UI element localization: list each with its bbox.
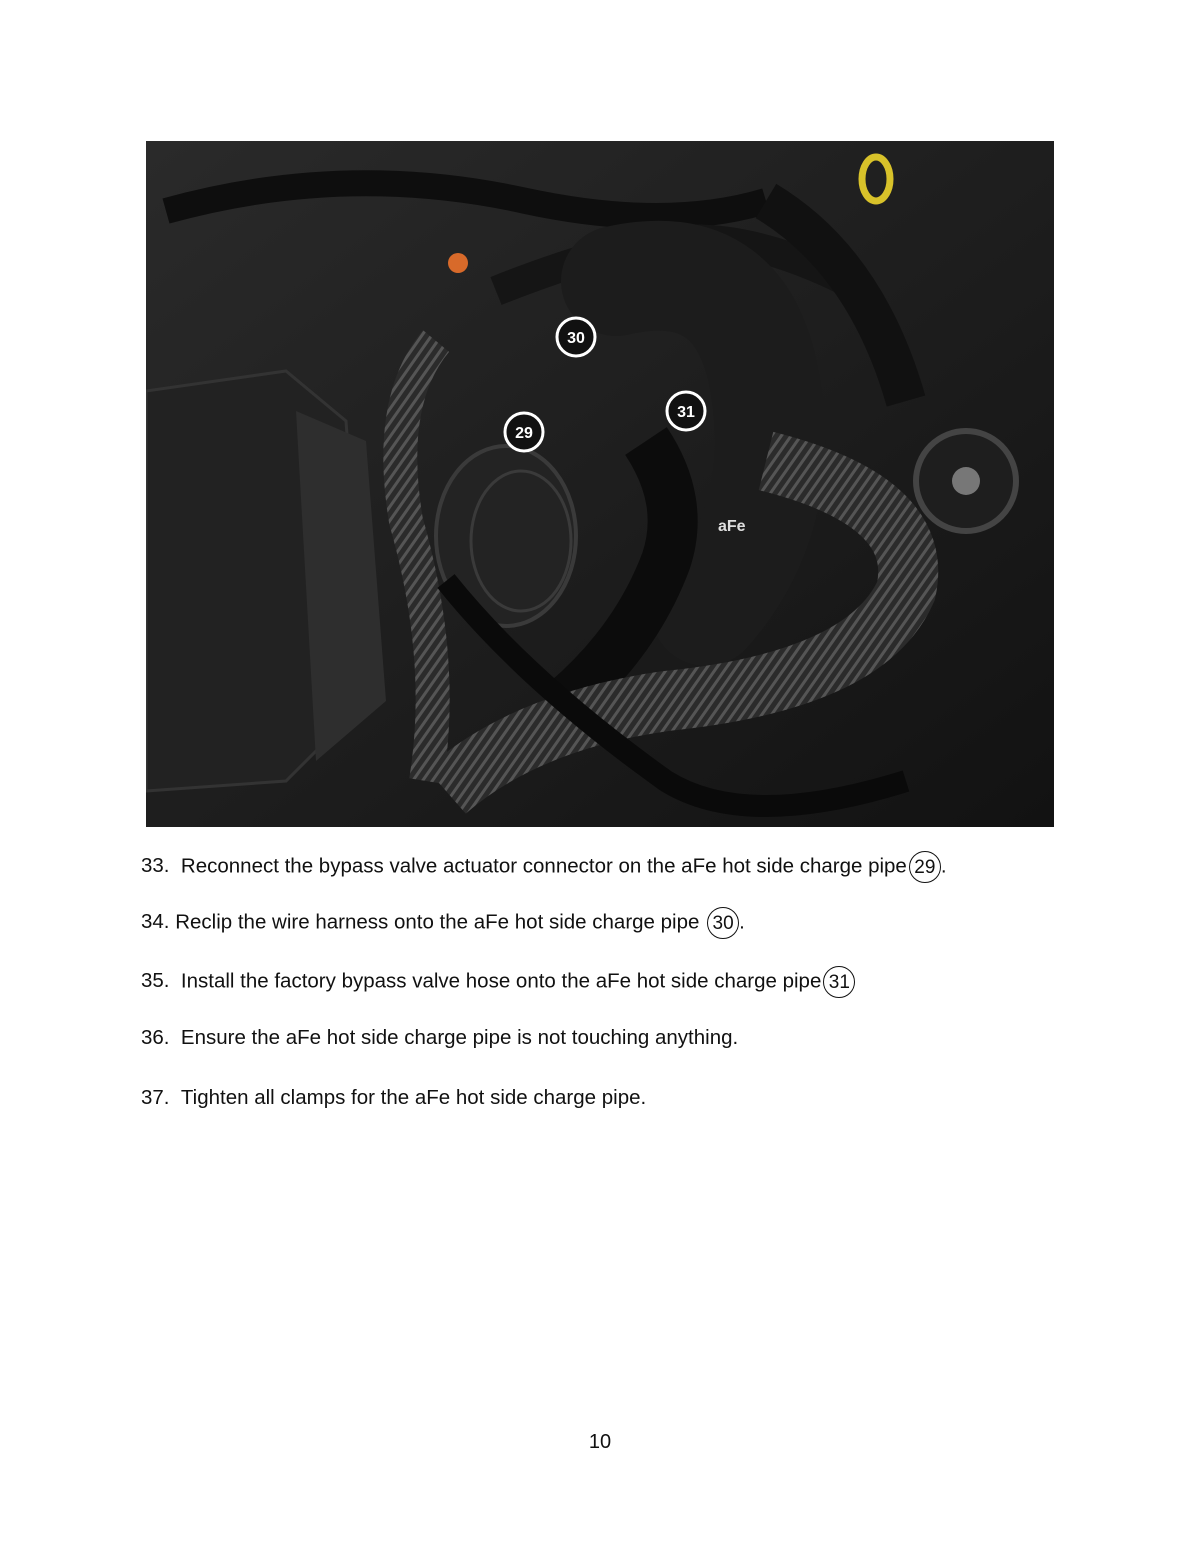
step-number: 35. xyxy=(141,969,170,993)
step-number: 33. xyxy=(141,854,170,878)
step-34 xyxy=(141,907,745,939)
afe-logo: aFe xyxy=(718,518,746,535)
step-text: Reconnect the bypass valve actuator connector on the aFe hot side charge pipe xyxy=(180,854,907,878)
callout-30 xyxy=(557,318,595,356)
ref-badge: 31 xyxy=(823,966,855,998)
callout-29 xyxy=(505,413,543,451)
step-text: Tighten all clamps for the aFe hot side charge pipe. xyxy=(180,1086,647,1109)
svg-text:29: 29 xyxy=(515,425,533,442)
svg-text:31: 31 xyxy=(677,404,695,421)
step-37 xyxy=(141,1086,646,1110)
step-number: 37. xyxy=(141,1086,170,1109)
step-text: Install the factory bypass valve hose onto the aFe hot side charge pipe xyxy=(180,969,822,993)
step-text: Ensure the aFe hot side charge pipe is not touching anything. xyxy=(180,1026,739,1049)
step-36 xyxy=(141,1026,738,1050)
step-35 xyxy=(141,966,855,998)
page-number: 10 xyxy=(588,1431,612,1453)
ref-badge: 29 xyxy=(909,851,941,883)
step-trail: . xyxy=(739,910,745,934)
step-trail: . xyxy=(940,854,947,878)
step-number: 34. xyxy=(141,910,170,934)
step-33 xyxy=(141,851,947,883)
callout-31 xyxy=(667,392,705,430)
engine-bay-illustration xyxy=(146,141,1054,827)
step-number: 36. xyxy=(141,1026,170,1049)
ref-badge: 30 xyxy=(707,907,739,939)
svg-text:30: 30 xyxy=(567,330,585,347)
engine-bay-photo xyxy=(146,141,1054,827)
step-text: Reclip the wire harness onto the aFe hot side charge pipe xyxy=(175,910,700,934)
